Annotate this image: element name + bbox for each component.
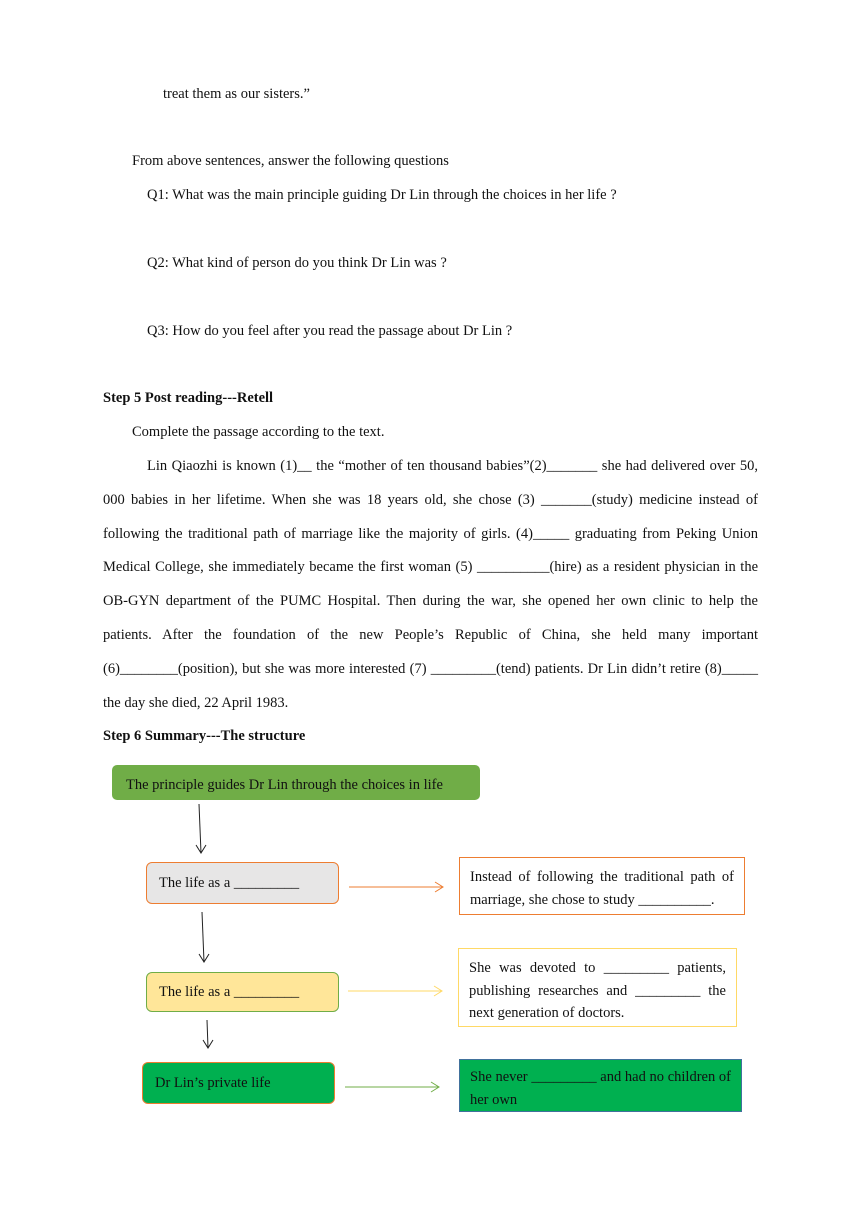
row3-desc: She never _________ and had no children of her own	[470, 1069, 731, 1108]
retell-passage-text: Lin Qiaozhi is known (1)__ the “mother of ten thousand babies”(2)_______ she had delivered over 50, 000 babies in her lifetime. When she was 18 years old, she chose (3) _______(study) medicine instead of following the traditional path of marriage like the majority of girls. (4)_____ graduating from Peking Union Medical College, she immediately became the first woman (5) __________(hire) as a resident physician in the OB-GYN department of the PUMC Hospital. Then during the war, she opened her own clinic to help the patients. After the foundation of the new People’s Republic of China, she held many important (6)________(position), but she was more interested (7) _________(tend) patients. Dr Lin didn’t retire (8)_____ the day she died, 22 April 1983.	[103, 458, 758, 711]
right-arrow-1	[349, 882, 443, 892]
questions-intro: From above sentences, answer the following questions	[132, 153, 449, 169]
right-arrow-3	[345, 1082, 439, 1092]
down-arrow-2	[202, 912, 204, 962]
question-3: Q3: How do you feel after you read the passage about Dr Lin ?	[147, 323, 513, 339]
row2-label: The life as a _________	[159, 983, 300, 1000]
question-2: Q2: What kind of person do you think Dr Lin was ?	[147, 255, 447, 271]
right-arrow-2	[348, 986, 442, 996]
down-arrow-1	[199, 804, 201, 853]
down-arrow-3	[207, 1020, 208, 1048]
step5-instruction: Complete the passage according to the text.	[132, 424, 385, 440]
step6-heading: Step 6 Summary---The structure	[103, 728, 306, 744]
row2-desc: She was devoted to _________ patients, publishing researches and _________ the next generation of doctors.	[469, 960, 726, 1021]
question-1: Q1: What was the main principle guiding Dr Lin through the choices in her life ?	[147, 187, 617, 203]
step5-heading: Step 5 Post reading---Retell	[103, 390, 274, 406]
row1-desc: Instead of following the traditional path of marriage, she chose to study __________.	[470, 869, 734, 908]
row3-label: Dr Lin’s private life	[155, 1074, 271, 1091]
principle-text: The principle guides Dr Lin through the choices in life	[126, 777, 443, 793]
quote-line: treat them as our sisters.”	[163, 86, 310, 102]
row1-label: The life as a _________	[159, 874, 300, 891]
